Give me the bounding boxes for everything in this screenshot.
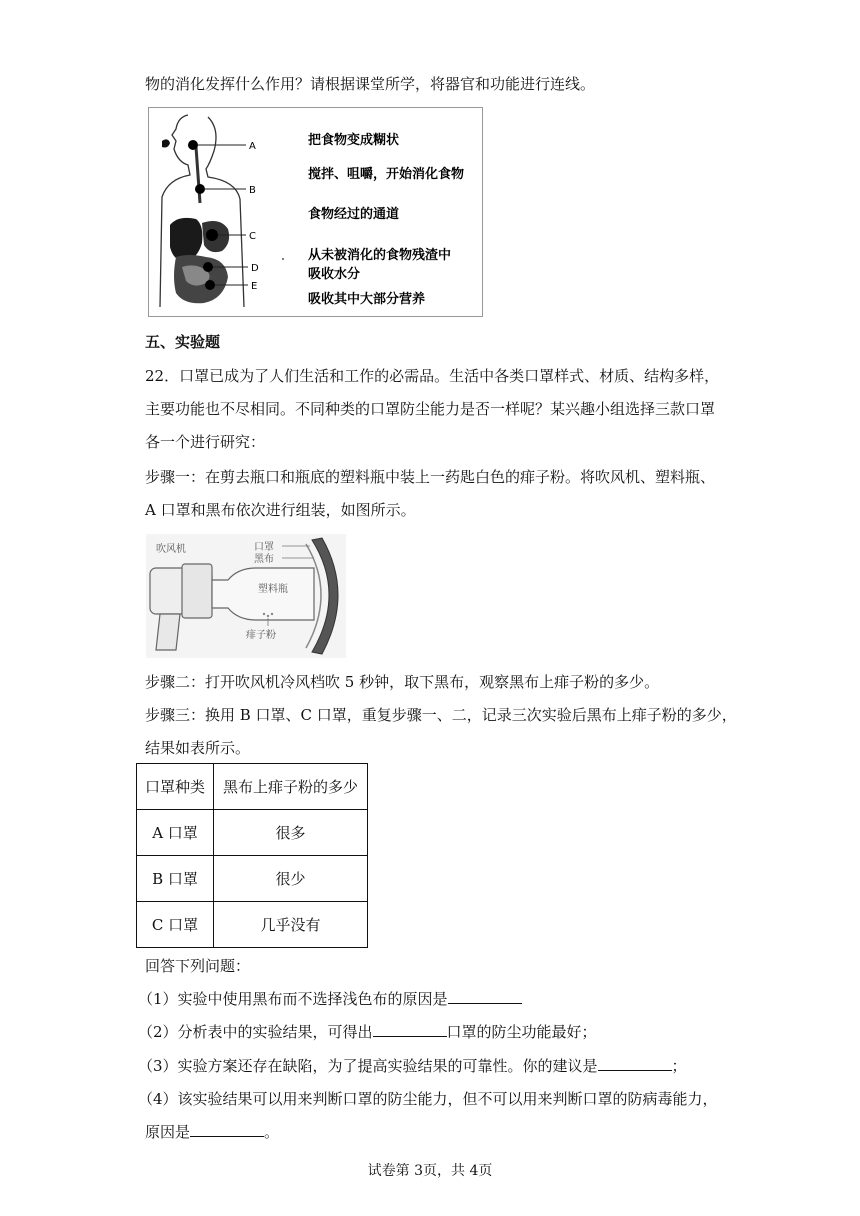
question-3: [138, 1056, 687, 1076]
step1-line1: 步骤一：在剪去瓶口和瓶底的塑料瓶中装上一药匙白色的痱子粉。将吹风机、塑料瓶、: [145, 468, 716, 486]
label-dryer: 吹风机: [156, 544, 186, 555]
question-3-text-a: （3）实验方案还存在缺陷，为了提高实验结果的可靠性。你的建议是: [138, 1057, 598, 1075]
question-4-text-c: 。: [264, 1123, 280, 1141]
answer-blank-2[interactable]: [373, 1022, 447, 1037]
results-table: [136, 763, 368, 948]
function-2: 搅拌、咀嚼，开始消化食物: [308, 167, 465, 182]
table-cell: 几乎没有: [214, 902, 368, 948]
apparatus-figure: [146, 534, 346, 658]
answer-blank-4[interactable]: [190, 1122, 264, 1137]
question-1-text: （1）实验中使用黑布而不选择浅色布的原因是: [138, 990, 448, 1008]
step3-line1: 步骤三：换用 B 口罩、C 口罩，重复步骤一、二，记录三次实验后黑布上痱子粉的多少，: [145, 706, 737, 724]
answer-intro: 回答下列问题：: [145, 957, 251, 975]
question-2: [138, 1022, 597, 1042]
function-4-line1: 从未被消化的食物残渣中: [308, 248, 452, 263]
table-row: [137, 810, 368, 856]
question-3-text-b: ；: [671, 1057, 687, 1075]
answer-blank-1[interactable]: [448, 989, 522, 1004]
marker-dot-c: [206, 229, 218, 241]
marker-d: D: [251, 263, 259, 274]
section-title: 五、实验题: [145, 333, 221, 351]
intro-line: 物的消化发挥什么作用？请根据课堂所学，将器官和功能进行连线。: [145, 75, 596, 93]
marker-c: C: [249, 231, 256, 242]
table-row: [137, 902, 368, 948]
table-cell: B 口罩: [137, 856, 214, 902]
digestive-system-figure: [148, 107, 483, 317]
answer-blank-3[interactable]: [598, 1056, 672, 1071]
function-5: 吸收其中大部分营养: [308, 292, 426, 307]
step1-line2: A 口罩和黑布依次进行组装，如图所示。: [145, 501, 416, 519]
label-bottle: 塑料瓶: [258, 584, 288, 595]
question-2-text-a: （2）分析表中的实验结果，可得出: [138, 1023, 373, 1041]
table-cell: 很多: [214, 810, 368, 856]
function-4-line2: 吸收水分: [308, 267, 361, 282]
q22-para-line3: 各一个进行研究：: [145, 433, 266, 451]
marker-e: E: [251, 281, 258, 292]
q22-para-line1: 22．口罩已成为了人们生活和工作的必需品。生活中各类口罩样式、材质、结构多样，: [145, 367, 720, 385]
table-header-cell: 黑布上痱子粉的多少: [214, 764, 368, 810]
marker-a: A: [249, 141, 256, 152]
function-3: 食物经过的通道: [308, 207, 400, 222]
question-1: [138, 989, 522, 1009]
table-row: [137, 856, 368, 902]
label-cloth: 黑布: [254, 554, 274, 565]
marker-dot-d: [203, 262, 213, 272]
table-cell: C 口罩: [137, 902, 214, 948]
question-2-text-b: 口罩的防尘功能最好；: [446, 1023, 597, 1041]
question-4-text-b: 原因是: [145, 1123, 191, 1141]
question-4-line2: [145, 1122, 279, 1142]
question-4-line1: （4）该实验结果可以用来判断口罩的防尘能力，但不可以用来判断口罩的防病毒能力，: [138, 1090, 718, 1108]
q22-para-line2: 主要功能也不尽相同。不同种类的口罩防尘能力是否一样呢？某兴趣小组选择三款口罩: [145, 400, 716, 418]
marker-dot-e: [205, 280, 215, 290]
function-1: 把食物变成糊状: [308, 133, 400, 148]
table-header-cell: 口罩种类: [137, 764, 214, 810]
marker-b: B: [249, 185, 256, 196]
marker-dot-b: [195, 184, 205, 194]
table-cell: A 口罩: [137, 810, 214, 856]
label-powder: 痱子粉: [246, 630, 276, 641]
step2: 步骤二：打开吹风机冷风档吹 5 秒钟，取下黑布，观察黑布上痱子粉的多少。: [145, 673, 660, 691]
table-header-row: [137, 764, 368, 810]
marker-dot-a: [188, 140, 198, 150]
label-mask: 口罩: [254, 542, 274, 553]
table-cell: 很少: [214, 856, 368, 902]
step3-line2: 结果如表所示。: [145, 739, 251, 757]
page-footer: 试卷第 3页，共 4页: [367, 1163, 493, 1179]
